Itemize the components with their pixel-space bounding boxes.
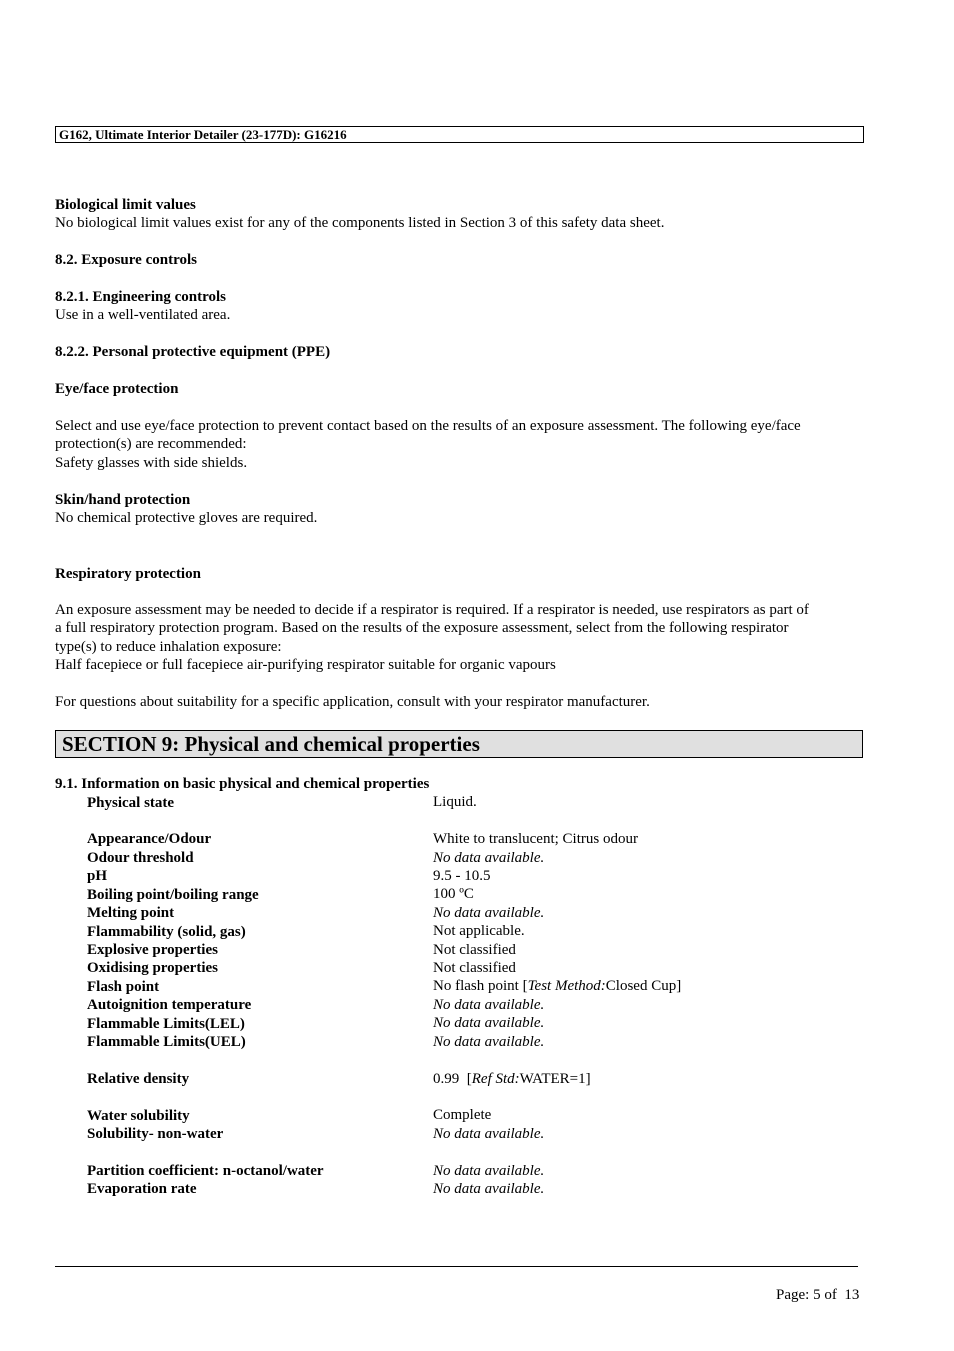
property-value xyxy=(433,1070,591,1088)
respiratory-protection-text-1: An exposure assessment may be needed to decide if a respirator is required. If a respirator is needed, use respirators as part of xyxy=(55,602,809,618)
section-9-subheading: 9.1. Information on basic physical and chemical properties xyxy=(55,776,430,792)
relative-density-prefix: 0.99 [ xyxy=(433,1071,472,1087)
property-value: Not applicable. xyxy=(433,923,525,939)
property-value: No data available. xyxy=(433,1015,545,1031)
property-label: Odour threshold xyxy=(87,850,194,866)
property-label: Solubility- non-water xyxy=(87,1126,224,1142)
property-value: No data available. xyxy=(433,905,545,921)
exposure-controls-heading: 8.2. Exposure controls xyxy=(55,252,197,268)
property-label: Explosive properties xyxy=(87,942,218,958)
property-value: White to translucent; Citrus odour xyxy=(433,831,638,847)
property-value: 100 ºC xyxy=(433,886,474,902)
property-label: Flammable Limits(UEL) xyxy=(87,1034,246,1050)
biological-limit-heading: Biological limit values xyxy=(55,197,196,213)
page-number: Page: 5 of 13 xyxy=(776,1287,860,1303)
property-label: Relative density xyxy=(87,1071,190,1087)
eye-protection-heading: Eye/face protection xyxy=(55,381,179,397)
property-value: Not classified xyxy=(433,960,516,976)
respiratory-protection-text-2: a full respiratory protection program. Based on the results of the exposure assessment, select from the following respirator xyxy=(55,620,789,636)
property-label: Oxidising properties xyxy=(87,960,218,976)
section-9-title: SECTION 9: Physical and chemical properties xyxy=(55,730,863,758)
property-label: Evaporation rate xyxy=(87,1181,197,1197)
engineering-controls-text: Use in a well-ventilated area. xyxy=(55,307,231,323)
respiratory-protection-text-3: type(s) to reduce inhalation exposure: xyxy=(55,639,282,655)
property-label: Flash point xyxy=(87,979,160,995)
footer-divider xyxy=(55,1266,858,1267)
flash-point-method-label: Test Method: xyxy=(527,978,606,994)
respirator-manufacturer-note: For questions about suitability for a specific application, consult with your respirator manufacturer. xyxy=(55,694,650,710)
property-value: Complete xyxy=(433,1107,492,1123)
document-header: G162, Ultimate Interior Detailer (23-177D): G16216 xyxy=(55,126,864,143)
property-value: Liquid. xyxy=(433,794,477,810)
respiratory-protection-text-4: Half facepiece or full facepiece air-purifying respirator suitable for organic vapours xyxy=(55,657,556,673)
skin-protection-heading: Skin/hand protection xyxy=(55,492,191,508)
property-value xyxy=(433,977,681,995)
property-label: pH xyxy=(87,868,108,884)
property-label: Autoignition temperature xyxy=(87,997,252,1013)
respiratory-protection-heading: Respiratory protection xyxy=(55,566,201,582)
flash-point-prefix: No flash point [ xyxy=(433,978,528,994)
engineering-controls-heading: 8.2.1. Engineering controls xyxy=(55,289,226,305)
relative-density-std-label: Ref Std: xyxy=(471,1071,520,1087)
property-value: 9.5 - 10.5 xyxy=(433,868,491,884)
ppe-heading: 8.2.2. Personal protective equipment (PPE) xyxy=(55,344,331,360)
property-label: Boiling point/boiling range xyxy=(87,887,259,903)
skin-protection-text: No chemical protective gloves are required. xyxy=(55,510,318,526)
relative-density-suffix: WATER=1] xyxy=(519,1071,591,1087)
eye-protection-text-1: Select and use eye/face protection to prevent contact based on the results of an exposure assessment. The following eye/face xyxy=(55,418,801,434)
eye-protection-text-3: Safety glasses with side shields. xyxy=(55,455,248,471)
property-value: No data available. xyxy=(433,1181,545,1197)
biological-limit-text: No biological limit values exist for any of the components listed in Section 3 of this safety data sheet. xyxy=(55,215,665,231)
flash-point-suffix: Closed Cup] xyxy=(605,978,682,994)
property-label: Physical state xyxy=(87,795,175,811)
property-value: No data available. xyxy=(433,997,545,1013)
property-value: Not classified xyxy=(433,942,516,958)
eye-protection-text-2: protection(s) are recommended: xyxy=(55,436,247,452)
property-label: Water solubility xyxy=(87,1108,190,1124)
property-label: Flammability (solid, gas) xyxy=(87,924,246,940)
property-value: No data available. xyxy=(433,1126,545,1142)
property-label: Melting point xyxy=(87,905,175,921)
property-value: No data available. xyxy=(433,1163,545,1179)
property-value: No data available. xyxy=(433,850,545,866)
property-label: Appearance/Odour xyxy=(87,831,212,847)
property-label: Flammable Limits(LEL) xyxy=(87,1016,245,1032)
property-value: No data available. xyxy=(433,1034,545,1050)
property-label: Partition coefficient: n-octanol/water xyxy=(87,1163,324,1179)
